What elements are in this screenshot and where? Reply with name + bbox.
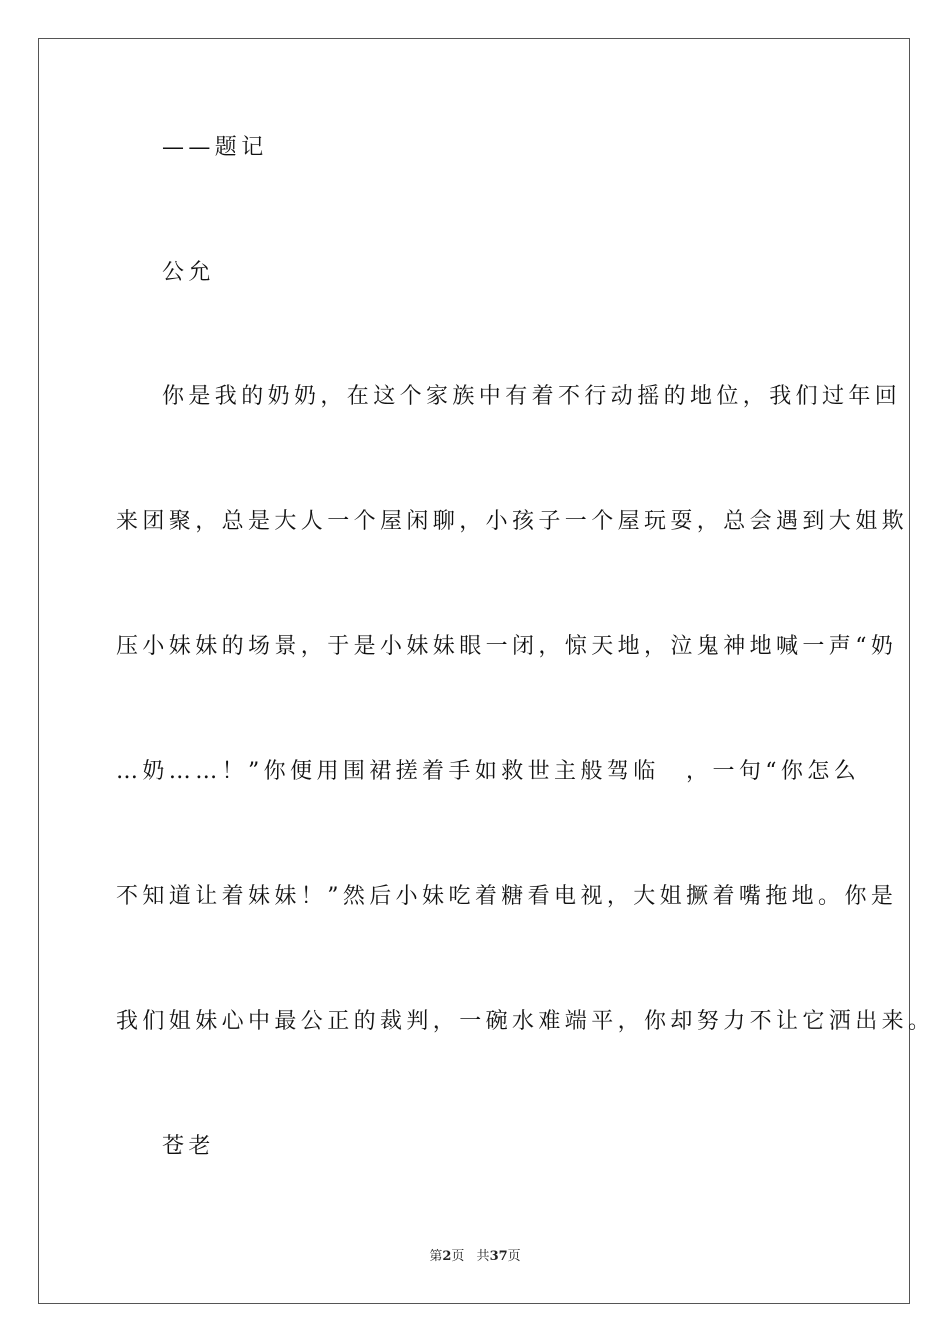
- page-number: 2: [442, 1249, 452, 1264]
- page-suffix: 页: [451, 1249, 465, 1264]
- paragraph-line-3: 压小妹妹的场景，于是小妹妹眼一闭，惊天地，泣鬼神地喊一声“奶: [116, 634, 898, 659]
- inscription: ——题记: [162, 135, 268, 160]
- section-heading-fair: 公允: [162, 260, 215, 285]
- paragraph-line-5: 不知道让着妹妹！”然后小妹吃着糖看电视，大姐撅着嘴拖地。你是: [116, 884, 898, 909]
- section-heading-old: 苍老: [162, 1134, 215, 1159]
- paragraph-line-1: 你是我的奶奶，在这个家族中有着不行动摇的地位，我们过年回: [162, 384, 902, 409]
- paragraph-line-4: …奶……！”你便用围裙搓着手如救世主般驾临 ，一句“你怎么: [116, 759, 861, 784]
- page-indicator: [429, 1249, 464, 1264]
- page-border: [38, 38, 910, 1304]
- page-prefix: 第: [429, 1249, 443, 1264]
- total-pages-number: 37: [489, 1249, 508, 1264]
- page-footer: [0, 1248, 950, 1266]
- total-suffix: 页: [507, 1249, 521, 1264]
- total-prefix: 共: [476, 1249, 490, 1264]
- total-pages-indicator: [477, 1249, 521, 1264]
- paragraph-line-6: 我们姐妹心中最公正的裁判，一碗水难端平，你却努力不让它洒出来。: [116, 1009, 935, 1034]
- paragraph-line-2: 来团聚，总是大人一个屋闲聊，小孩子一个屋玩耍，总会遇到大姐欺: [116, 509, 909, 534]
